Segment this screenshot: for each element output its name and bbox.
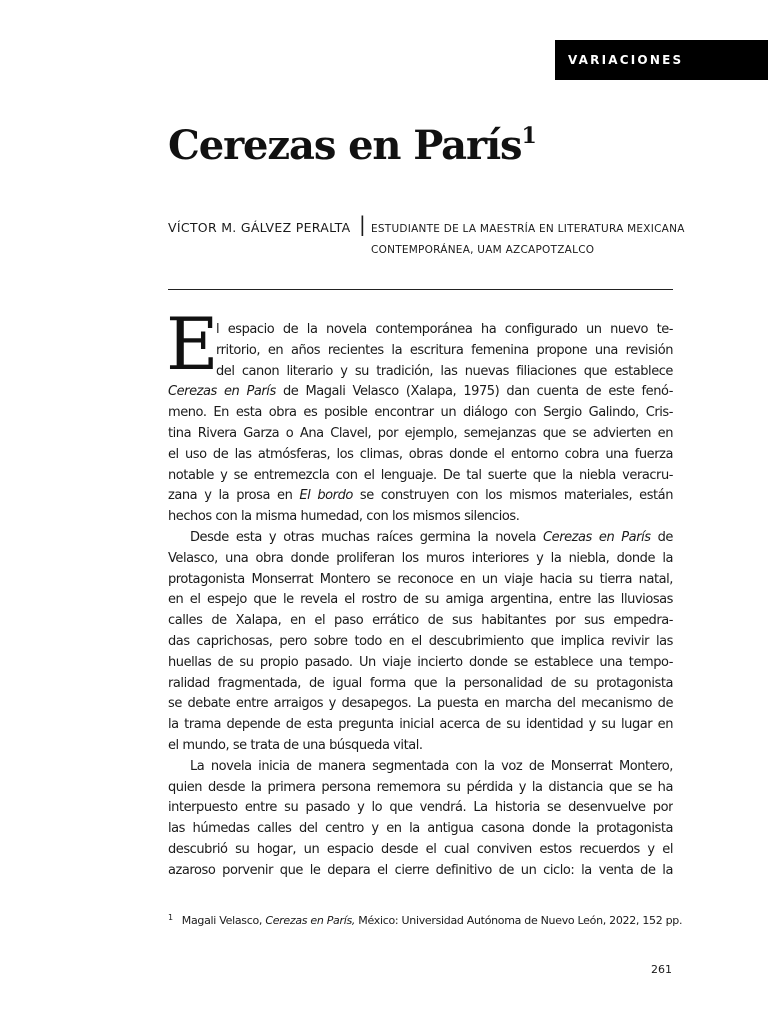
author-affiliation-line-2: CONTEMPORÁNEA, UAM AZCAPOTZALCO (371, 244, 595, 256)
body-line: quien desde la primera persona rememora su pérdida y la distancia que se ha (168, 779, 673, 795)
body-line: en el espejo que le revela el rostro de su amiga argentina, entre las lluviosas (168, 592, 673, 608)
body-line: hechos con la misma humedad, con los mismos silencios. (168, 509, 520, 525)
author-separator: | (359, 212, 366, 236)
body-line: meno. En esta obra es posible encontrar un diálogo con Sergio Galindo, Cris- (168, 405, 673, 421)
body-line: interpuesto entre su pasado y lo que vendrá. La historia se desenvuelve por (168, 800, 673, 816)
title-footnote-mark: 1 (521, 123, 537, 149)
body-italic-title: El bordo (299, 488, 353, 504)
body-line: tina Rivera Garza o Ana Clavel, por ejemplo, semejanzas que se advierten en (168, 425, 673, 441)
drop-cap: E (166, 302, 219, 386)
body-line: del canon literario y su tradición, las nuevas filiaciones que establece (216, 363, 673, 379)
body-line: calles de Xalapa, en el paso errático de sus habitantes por sus empedra- (168, 613, 673, 629)
body-line-text: zana y la prosa en (168, 488, 300, 504)
header-divider (168, 289, 673, 290)
body-line: l espacio de la novela contemporánea ha configurado un nuevo te- (216, 322, 673, 337)
body-line (168, 528, 673, 549)
body-line: azaroso porvenir que le depara el cierre definitivo de un ciclo: la venta de la (168, 862, 673, 878)
footnote-pre: Magali Velasco, (181, 914, 266, 927)
body-line: el uso de las atmósferas, los climas, obras donde el entorno cobra una fuerza (168, 446, 673, 462)
author-affiliation-line-1: ESTUDIANTE DE LA MAESTRÍA EN LITERATURA MEXICANA (371, 223, 685, 235)
section-label: VARIACIONES (555, 40, 768, 80)
body-line: protagonista Monserrat Montero se reconoce en un viaje hacia su tierra natal, (168, 571, 673, 587)
body-line: se debate entre arraigos y desapegos. La puesta en marcha del mecanismo de (168, 696, 673, 712)
footnote-mark: 1 (168, 913, 173, 922)
body-line: La novela inicia de manera segmentada con la voz de Monserrat Montero, (190, 758, 673, 774)
body-line: las húmedas calles del centro y en la antigua casona donde la protagonista (168, 821, 673, 837)
article-title (168, 122, 537, 169)
body-line: rritorio, en años recientes la escritura femenina propone una revisión (216, 342, 673, 358)
body-line (168, 486, 673, 507)
article-body (168, 320, 673, 882)
body-line: ralidad fragmentada, de igual forma que la personalidad de su protagonista (168, 675, 673, 691)
body-line: el mundo, se trata de una búsqueda vital. (168, 737, 423, 753)
body-line: huellas de su propio pasado. Un viaje incierto donde se establece una tempo- (168, 654, 673, 670)
author-name: VÍCTOR M. GÁLVEZ PERALTA (168, 220, 351, 235)
body-line: descubrió su hogar, un espacio desde el cual conviven estos recuerdos y el (168, 841, 673, 857)
title-text: Cerezas en París (168, 122, 522, 169)
footnote-book-title: Cerezas en París, (265, 914, 356, 927)
body-line: la trama depende de esta pregunta inicial acerca de su identidad y su lugar en (168, 717, 673, 733)
body-line: notable y se entremezcla con el lenguaje. De tal suerte que la niebla veracru- (168, 467, 673, 483)
body-line: das caprichosas, pero sobre todo en el descubrimiento que implica revivir las (168, 633, 673, 649)
body-line-text: se construyen con los mismos materiales, están (352, 488, 673, 504)
body-line-text: de (650, 529, 673, 545)
page-number: 261 (651, 963, 672, 976)
body-line: Velasco, una obra donde proliferan los muros interiores y la niebla, donde la (168, 550, 673, 566)
body-line-text: de Magali Velasco (Xalapa, 1975) dan cuenta de este fenó- (275, 384, 673, 400)
footnote (168, 913, 683, 927)
body-line (168, 382, 673, 403)
footnote-rest: México: Universidad Autónoma de Nuevo León, 2022, 152 pp. (355, 914, 683, 927)
body-italic-title: Cerezas en París (168, 384, 276, 400)
body-line-text: Desde esta y otras muchas raíces germina la novela (190, 529, 544, 545)
body-italic-title: Cerezas en París (543, 529, 651, 545)
